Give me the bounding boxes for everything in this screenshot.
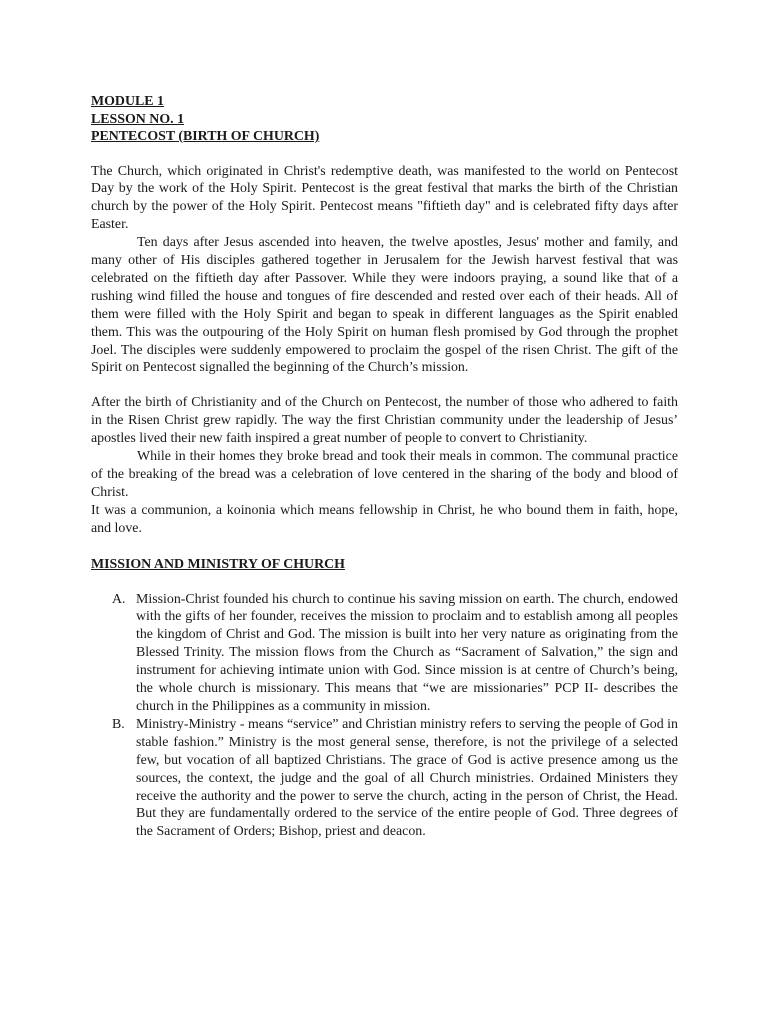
paragraph-koinonia: It was a communion, a koinonia which means fellowship in Christ, he who bound them in faith, hope, and love. [91,502,678,536]
list-item-mission [91,591,678,716]
document-header [91,93,678,146]
lesson-label: LESSON NO. 1 [91,111,185,127]
paragraph-breaking-bread: While in their homes they broke bread and took their meals in common. The communal practice of the breaking of the bread was a celebration of love centered in the sharing of the body and blood of Christ. [91,449,678,500]
list-item-text: Ministry-Ministry - means “service” and Christian ministry refers to serving the people of God in stable fashion.” Ministry is the most general sense, therefore, is not the privilege of a selected few, but vocation of all baptized Christians. The grace of God is active presence among us the sources, the context, the judge and the goal of all Church ministries. Ordained Ministers they receive the authority and the power to serve the church, acting in the person of Christ, the Head. But they are fundamentally ordered to the service of the entire people of God. Three degrees of the Sacrament of Orders; Bishop, priest and deacon. [136,716,678,840]
mission-ministry-list [91,591,678,842]
paragraph-intro: The Church, which originated in Christ's redemptive death, was manifested to the world on Pentecost Day by the work of the Holy Spirit. Pentecost is the great festival that marks the birth of the Christian church by the power of the Holy Spirit. Pentecost means "fiftieth day" and is celebrated fifty days after Easter. [91,163,678,233]
list-item-ministry [91,716,678,841]
list-marker: A. [112,591,126,607]
paragraph-pentecost-event: Ten days after Jesus ascended into heaven, the twelve apostles, Jesus' mother and family, and many other of His disciples gathered together in Jerusalem for the Jewish harvest festival that was celebrated on the fiftieth day after Passover. While they were indoors praying, a sound like that of a rushing wind filled the house and tongues of fire descended and rested over each of their heads. All of them were filled with the Holy Spirit and began to speak in different languages as the Spirit enabled them. This was the outpouring of the Holy Spirit on human flesh promised by God through the prophet Joel. The disciples were suddenly empowered to proclaim the gospel of the risen Christ. The gift of the Spirit on Pentecost signalled the beginning of the Church’s mission. [91,235,678,376]
module-label: MODULE 1 [91,94,164,109]
paragraph-early-church: After the birth of Christianity and of the Church on Pentecost, the number of those who adhered to faith in the Risen Christ grew rapidly. The way the first Christian community under the leadership of Jesus’ apostles lived their new faith inspired a great number of people to convert to Christianity. [91,395,678,447]
lesson-title: PENTECOST (BIRTH OF CHURCH) [91,129,320,144]
list-marker: B. [112,716,125,732]
document-page [91,93,678,841]
section-heading: MISSION AND MINISTRY OF CHURCH [91,556,345,572]
list-item-text: Mission-Christ founded his church to continue his saving mission on earth. The church, endowed with the gifts of her founder, receives the mission to proclaim and to establish among all peoples the kingdom of Christ and God. The mission is built into her very nature as originating from the Blessed Trinity. The mission flows from the Church as “Sacrament of Salvation,” the sign and instrument for achieving intimate union with God. Since mission is at centre of Church’s being, the whole church is missionary. This means that “we are missionaries” PCP II- describes the church in the Philippines as a community in mission. [136,591,678,714]
